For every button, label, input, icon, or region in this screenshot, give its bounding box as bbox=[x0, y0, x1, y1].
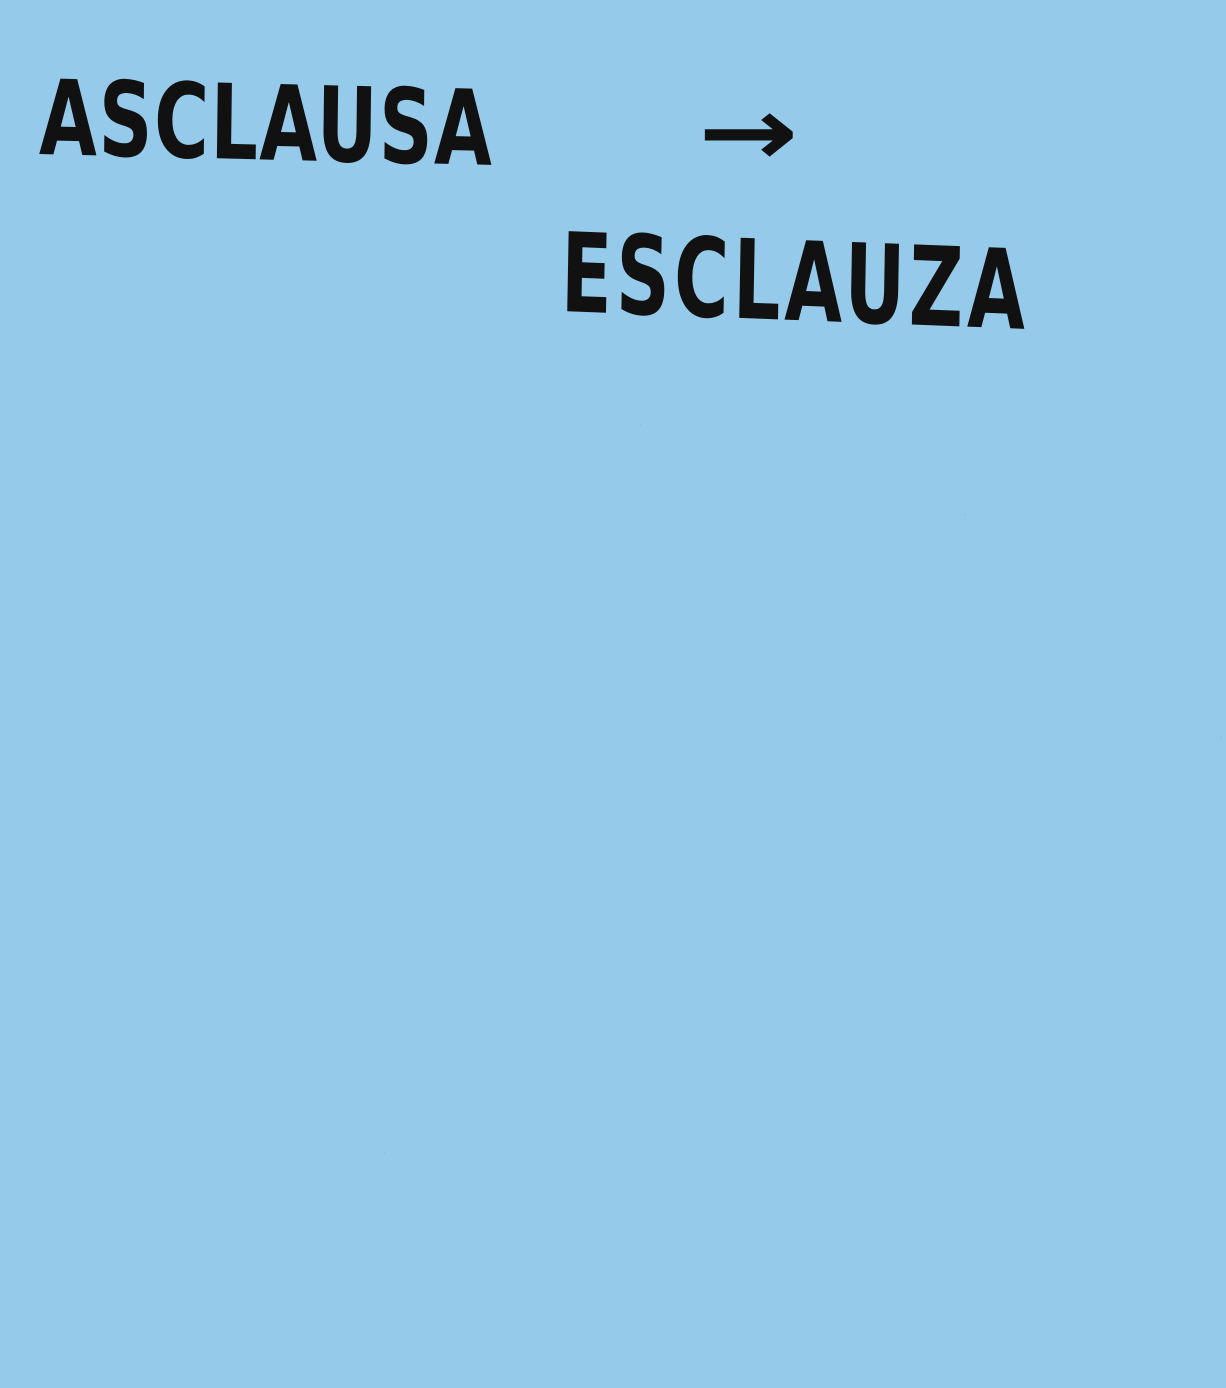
handwritten-word-original: ASCLAUSA bbox=[38, 57, 495, 190]
right-arrow-icon: → bbox=[698, 76, 799, 188]
handwritten-word-corrected: ESCLAUZA bbox=[559, 209, 1031, 355]
paper-speck bbox=[640, 424, 642, 426]
paper-speck bbox=[1220, 736, 1222, 738]
paper-speck bbox=[384, 1152, 386, 1154]
paper-speck bbox=[964, 514, 966, 516]
